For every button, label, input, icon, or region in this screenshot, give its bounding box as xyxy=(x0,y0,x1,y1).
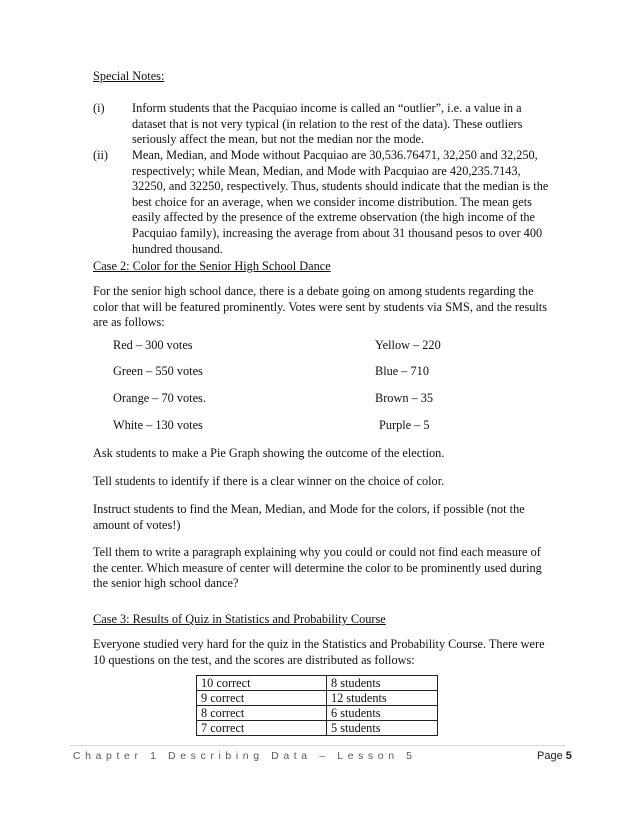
paragraph-line: amount of votes!) xyxy=(93,517,181,532)
vote-green: Green – 550 votes xyxy=(113,364,203,378)
note-item-2 xyxy=(93,148,563,257)
note-line: dataset that is not very typical (in relation to the rest of the data). These outliers xyxy=(132,116,523,131)
footer-chapter: Chapter 1 Describing Data – Lesson 5 xyxy=(73,750,417,762)
footer-divider xyxy=(70,745,566,746)
paragraph-line: Instruct students to find the Mean, Median, and Mode for the colors, if possible (not the xyxy=(93,502,525,516)
table-row xyxy=(197,676,438,691)
paragraph-line: For the senior high school dance, there is a debate going on among students regarding the xyxy=(93,284,534,298)
table-cell-score: 7 correct xyxy=(197,721,327,736)
paragraph-line: Tell them to write a paragraph explaining why you could or could not find each measure of xyxy=(93,545,541,559)
paragraph-line: the senior high school dance? xyxy=(93,576,239,591)
instruction-measures xyxy=(93,502,559,533)
footer-page-number xyxy=(537,749,572,765)
instruction-pie: Ask students to make a Pie Graph showing the outcome of the election. xyxy=(93,446,445,460)
vote-red: Red – 300 votes xyxy=(113,338,193,352)
table-row xyxy=(197,721,438,736)
vote-white: White – 130 votes xyxy=(113,418,203,432)
page-label: Page xyxy=(537,750,566,762)
vote-brown: Brown – 35 xyxy=(375,391,434,405)
table-cell-score: 9 correct xyxy=(197,691,327,706)
table-cell-score: 10 correct xyxy=(197,676,327,691)
note-line: 32250, and 32250, respectively. Thus, students should indicate that the median is the xyxy=(132,179,549,194)
paragraph-line: the center. Which measure of center will determine the color to be prominently used during xyxy=(93,560,542,575)
note-line: Pacquiao family), increasing the average from about 31 thousand pesos to over 400 xyxy=(132,225,543,240)
table-cell-students: 8 students xyxy=(327,676,438,691)
case3-heading: Case 3: Results of Quiz in Statistics and Probability Course xyxy=(93,612,386,626)
quiz-scores-table xyxy=(196,675,438,736)
table-cell-students: 5 students xyxy=(327,721,438,736)
paragraph-line: Everyone studied very hard for the quiz in the Statistics and Probability Course. There were xyxy=(93,637,545,651)
note-line: Mean, Median, and Mode without Pacquiao are 30,536.76471, 32,250 and 32,250, xyxy=(132,148,538,162)
table-row xyxy=(197,706,438,721)
table-cell-students: 12 students xyxy=(327,691,438,706)
case3-intro xyxy=(93,637,559,668)
paragraph-line: are as follows: xyxy=(93,315,165,330)
special-notes-heading: Special Notes: xyxy=(93,69,165,83)
note-line: Inform students that the Pacquiao income is called an “outlier”, i.e. a value in a xyxy=(132,101,522,115)
page-number: 5 xyxy=(565,750,572,762)
table-row xyxy=(197,691,438,706)
note-line: seriously affect the mean, but not the median nor the mode. xyxy=(132,132,425,147)
note-number: (i) xyxy=(93,101,105,115)
instruction-winner: Tell students to identify if there is a clear winner on the choice of color. xyxy=(93,474,445,488)
note-line: respectively; while Mean, Median, and Mode with Pacquiao are 420,235.7143, xyxy=(132,163,521,178)
note-item-1 xyxy=(93,101,563,148)
vote-purple: Purple – 5 xyxy=(379,418,430,432)
table-cell-students: 6 students xyxy=(327,706,438,721)
vote-yellow: Yellow – 220 xyxy=(375,338,441,352)
paragraph-line: color that will be featured prominently. Votes were sent by students via SMS, and the results xyxy=(93,299,547,314)
vote-orange: Orange – 70 votes. xyxy=(113,391,206,405)
case2-intro xyxy=(93,284,559,331)
case2-heading: Case 2: Color for the Senior High School Dance xyxy=(93,259,331,273)
vote-blue: Blue – 710 xyxy=(375,364,429,378)
paragraph-line: 10 questions on the test, and the scores are distributed as follows: xyxy=(93,652,415,667)
table-cell-score: 8 correct xyxy=(197,706,327,721)
note-line: best choice for an average, when we consider income distribution. The mean gets xyxy=(132,194,532,209)
note-line: easily affected by the presence of the extreme observation (the high income of the xyxy=(132,210,536,225)
note-line: hundred thousand. xyxy=(132,241,223,256)
note-number: (ii) xyxy=(93,148,109,162)
instruction-paragraph xyxy=(93,545,559,592)
